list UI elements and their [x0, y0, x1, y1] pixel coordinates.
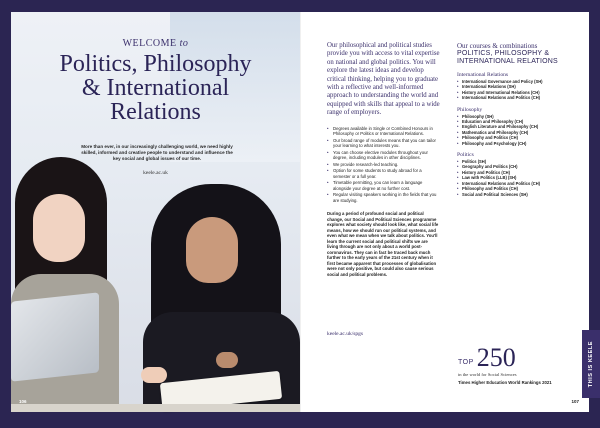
- list-item: • Degrees available in Single or Combined Honours in Philosophy or Politics or International Relations.: [327, 126, 440, 137]
- page-title: [11, 52, 300, 124]
- course-group-politics: [457, 152, 583, 197]
- title-line-2: & International: [81, 75, 230, 101]
- list-item: • Option for some students to study abroad for a semester or a full year.: [327, 168, 440, 179]
- student-face: [33, 194, 85, 262]
- ranking-source: Times Higher Education World Rankings 2021: [458, 380, 552, 385]
- welcome-heading: [11, 38, 300, 49]
- course-group-title: Philosophy: [457, 106, 483, 113]
- laptop-icon: [11, 292, 99, 381]
- course-item: • Politics (SH): [457, 159, 583, 164]
- course-item: • International Relations and Politics (CH): [457, 181, 583, 186]
- course-item: • English Literature and Philosophy (CH): [457, 124, 583, 129]
- page-number-left: 106: [19, 399, 27, 404]
- title-line-1: Politics, Philosophy: [59, 51, 252, 77]
- hand: [216, 352, 238, 368]
- course-item: • Philosophy and Politics (CH): [457, 186, 583, 191]
- middle-column: [327, 42, 440, 277]
- course-group-philosophy: [457, 107, 583, 146]
- list-item: • Timetable permitting, you can learn a language alongside your degree at no further cost.: [327, 180, 440, 191]
- gutter: [300, 12, 301, 412]
- hand: [141, 367, 167, 383]
- ranking-subtitle: in the world for Social Sciences: [458, 372, 517, 377]
- section-tab: [582, 330, 600, 398]
- course-item: • History and Politics (CH): [457, 170, 583, 175]
- section-tab-label: THIS IS KEELE: [588, 340, 594, 388]
- right-url[interactable]: keele.ac.uk/spgs: [327, 331, 364, 337]
- desk: [11, 404, 300, 412]
- list-item: • We provide research-led teaching.: [327, 162, 440, 168]
- courses-heading: Our courses & combinations: [457, 42, 538, 50]
- course-group-title: Politics: [457, 152, 474, 159]
- body-paragraph: During a period of profound social and political change, our Social and Political Sciences programme explores what society should look like, what social life means, how we should run our political systems, and even what we mean when we talk about politics. You'll learn the current social and political shifts we are living through are not only about a world post-coronavirus. They can in fact be traced back much further to the early years of the 21st century when it first became apparent that processes of globalisation were not only positive, but could also cause serious social and political problems.: [327, 211, 439, 277]
- course-item: • Mathematics and Philosophy (CH): [457, 130, 583, 135]
- course-item: • Geography and Politics (CH): [457, 164, 583, 169]
- welcome-text: WELCOME: [122, 38, 177, 49]
- course-item: • International Relations and Politics (CH): [457, 95, 583, 100]
- student-2-face: [186, 217, 238, 283]
- courses-subject-heading: POLITICS, PHILOSOPHY & INTERNATIONAL RELATIONS: [457, 50, 558, 65]
- course-item: • History and International Relations (CH): [457, 90, 583, 95]
- title-line-3: Relations: [110, 99, 201, 125]
- course-item: • Education and Philosophy (CH): [457, 119, 583, 124]
- course-item: • Philosophy (SH): [457, 114, 583, 119]
- list-item: • Regular visiting speakers working in the fields that you are studying.: [327, 192, 440, 203]
- courses-column: [457, 42, 583, 197]
- course-item: • Social and Political Sciences (SH): [457, 192, 583, 197]
- ranking-top-label: TOP: [458, 359, 474, 366]
- course-item: • Philosophy and Psychology (CH): [457, 141, 583, 146]
- list-item: • You can choose elective modules throughout your degree, including modules in other disciplines.: [327, 150, 440, 161]
- left-url[interactable]: keele.ac.uk: [143, 170, 168, 176]
- course-item: • International Governance and Policy (SH): [457, 79, 583, 84]
- course-item: • International Relations (SH): [457, 84, 583, 89]
- ranking-number: 250: [476, 343, 516, 372]
- feature-list: [327, 126, 440, 204]
- list-item: • Our broad range of modules means that you can tailor your learning to what interests you.: [327, 138, 440, 149]
- course-item: • Philosophy and Politics (CH): [457, 135, 583, 140]
- ranking-box: [458, 343, 578, 385]
- course-group-international-relations: [457, 72, 583, 101]
- lead-paragraph: Our philosophical and political studies provide you with access to vital expertise on national and global politics. You will explore the latest ideas and develop critical thinking, helping you to graduate with a reflective and well-informed approach to understanding the world and equipped with skills that appeal to a wide range of employers.: [327, 42, 440, 117]
- intro-text: More than ever, in our increasingly challenging world, we need highly skilled, informed and creative people to understand and influence the key social and global issues of our time.: [81, 144, 233, 161]
- left-page: [11, 12, 300, 412]
- welcome-to-text: to: [179, 38, 189, 49]
- brochure-spread: [11, 12, 594, 412]
- course-group-title: International Relations: [457, 72, 509, 78]
- page-number-right: 107: [571, 399, 579, 404]
- course-item: • Law with Politics (LLB) (SH): [457, 175, 583, 180]
